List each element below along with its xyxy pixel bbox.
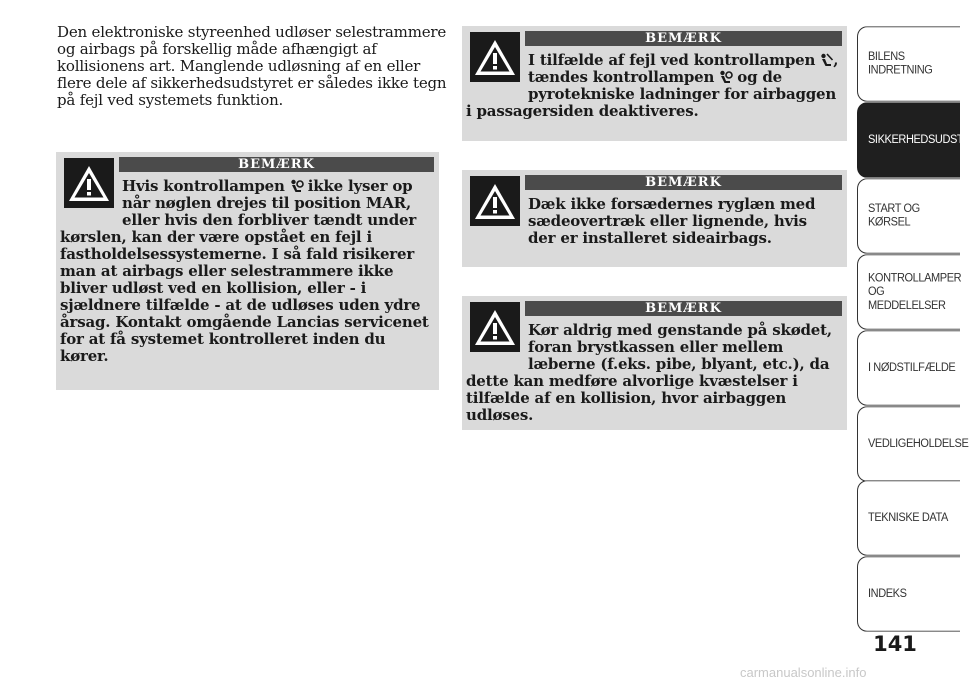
tab-indeks[interactable]: INDEKS [857, 556, 960, 632]
tab-vedligeholdelse[interactable]: VEDLIGEHOLDELSE [857, 406, 960, 482]
page-number: 141 [873, 632, 917, 656]
watermark: carmanualsonline.info [740, 665, 867, 680]
note-heading: BEMÆRK [525, 175, 842, 190]
warning-note-4 [462, 296, 847, 430]
tab-sikkerhedsudstyr[interactable]: SIKKERHEDSUDSTYR [857, 102, 960, 178]
warning-note-2 [462, 26, 847, 141]
tab-i-nodstilfaelde[interactable]: I NØDSTILFÆLDE [857, 330, 960, 406]
note-heading: BEMÆRK [119, 157, 434, 172]
airbag-warning-light-icon [719, 70, 732, 84]
note-text: Hvis kontrollampen ikke lyser op når nøglen drejes til position MAR, eller hvis den forbliver tændt under kørslen, kan der være opstået en fejl i fastholdelsessystemerne. I så fald risikerer man at airbags eller selestrammere ikke bliver udløst ved en kollision, eller - i sjældnere tilfælde - at de udløses uden ydre årsag. Kontakt omgående Lancias servicenet for at få systemet kontrolleret inden du kører. [60, 177, 429, 365]
warning-note-1 [56, 152, 439, 390]
note-text: Kør aldrig med genstande på skødet, foran brystkassen eller mellem læberne (f.eks. pibe, blyant, etc.), da dette kan medføre alvorlige kvæstelser i tilfælde af en kollision, hvor airbaggen udløses. [466, 321, 832, 424]
note-text: Dæk ikke forsædernes ryglæn med sædeovertræk eller lignende, hvis der er installeret sideairbags. [528, 195, 816, 247]
tab-tekniske-data[interactable]: TEKNISKE DATA [857, 480, 960, 556]
intro-paragraph: Den elektroniske styreenhed udløser selestrammere og airbags på forskellig måde afhængigt af kollisionens art. Manglende udløsning af en eller flere dele af sikkerhedsudstyret er således ikke tegn på fejl ved systemets funktion. [57, 23, 447, 109]
tab-kontrollamper[interactable]: KONTROLLAMPER OG MEDDELELSER [857, 254, 960, 330]
warning-note-3 [462, 170, 847, 267]
tab-bilens-indretning[interactable]: BILENS INDRETNING [857, 26, 960, 102]
airbag-warning-light-icon [290, 179, 303, 193]
passenger-airbag-off-icon [820, 53, 833, 67]
note-heading: BEMÆRK [525, 301, 842, 316]
note-text: I tilfælde af fejl ved kontrollampen , tændes kontrollampen og de pyrotekniske ladninger for airbaggen i passagersiden deaktiveres. [466, 51, 839, 120]
tab-start-og-korsel[interactable]: START OG KØRSEL [857, 178, 960, 254]
note-heading: BEMÆRK [525, 31, 842, 46]
